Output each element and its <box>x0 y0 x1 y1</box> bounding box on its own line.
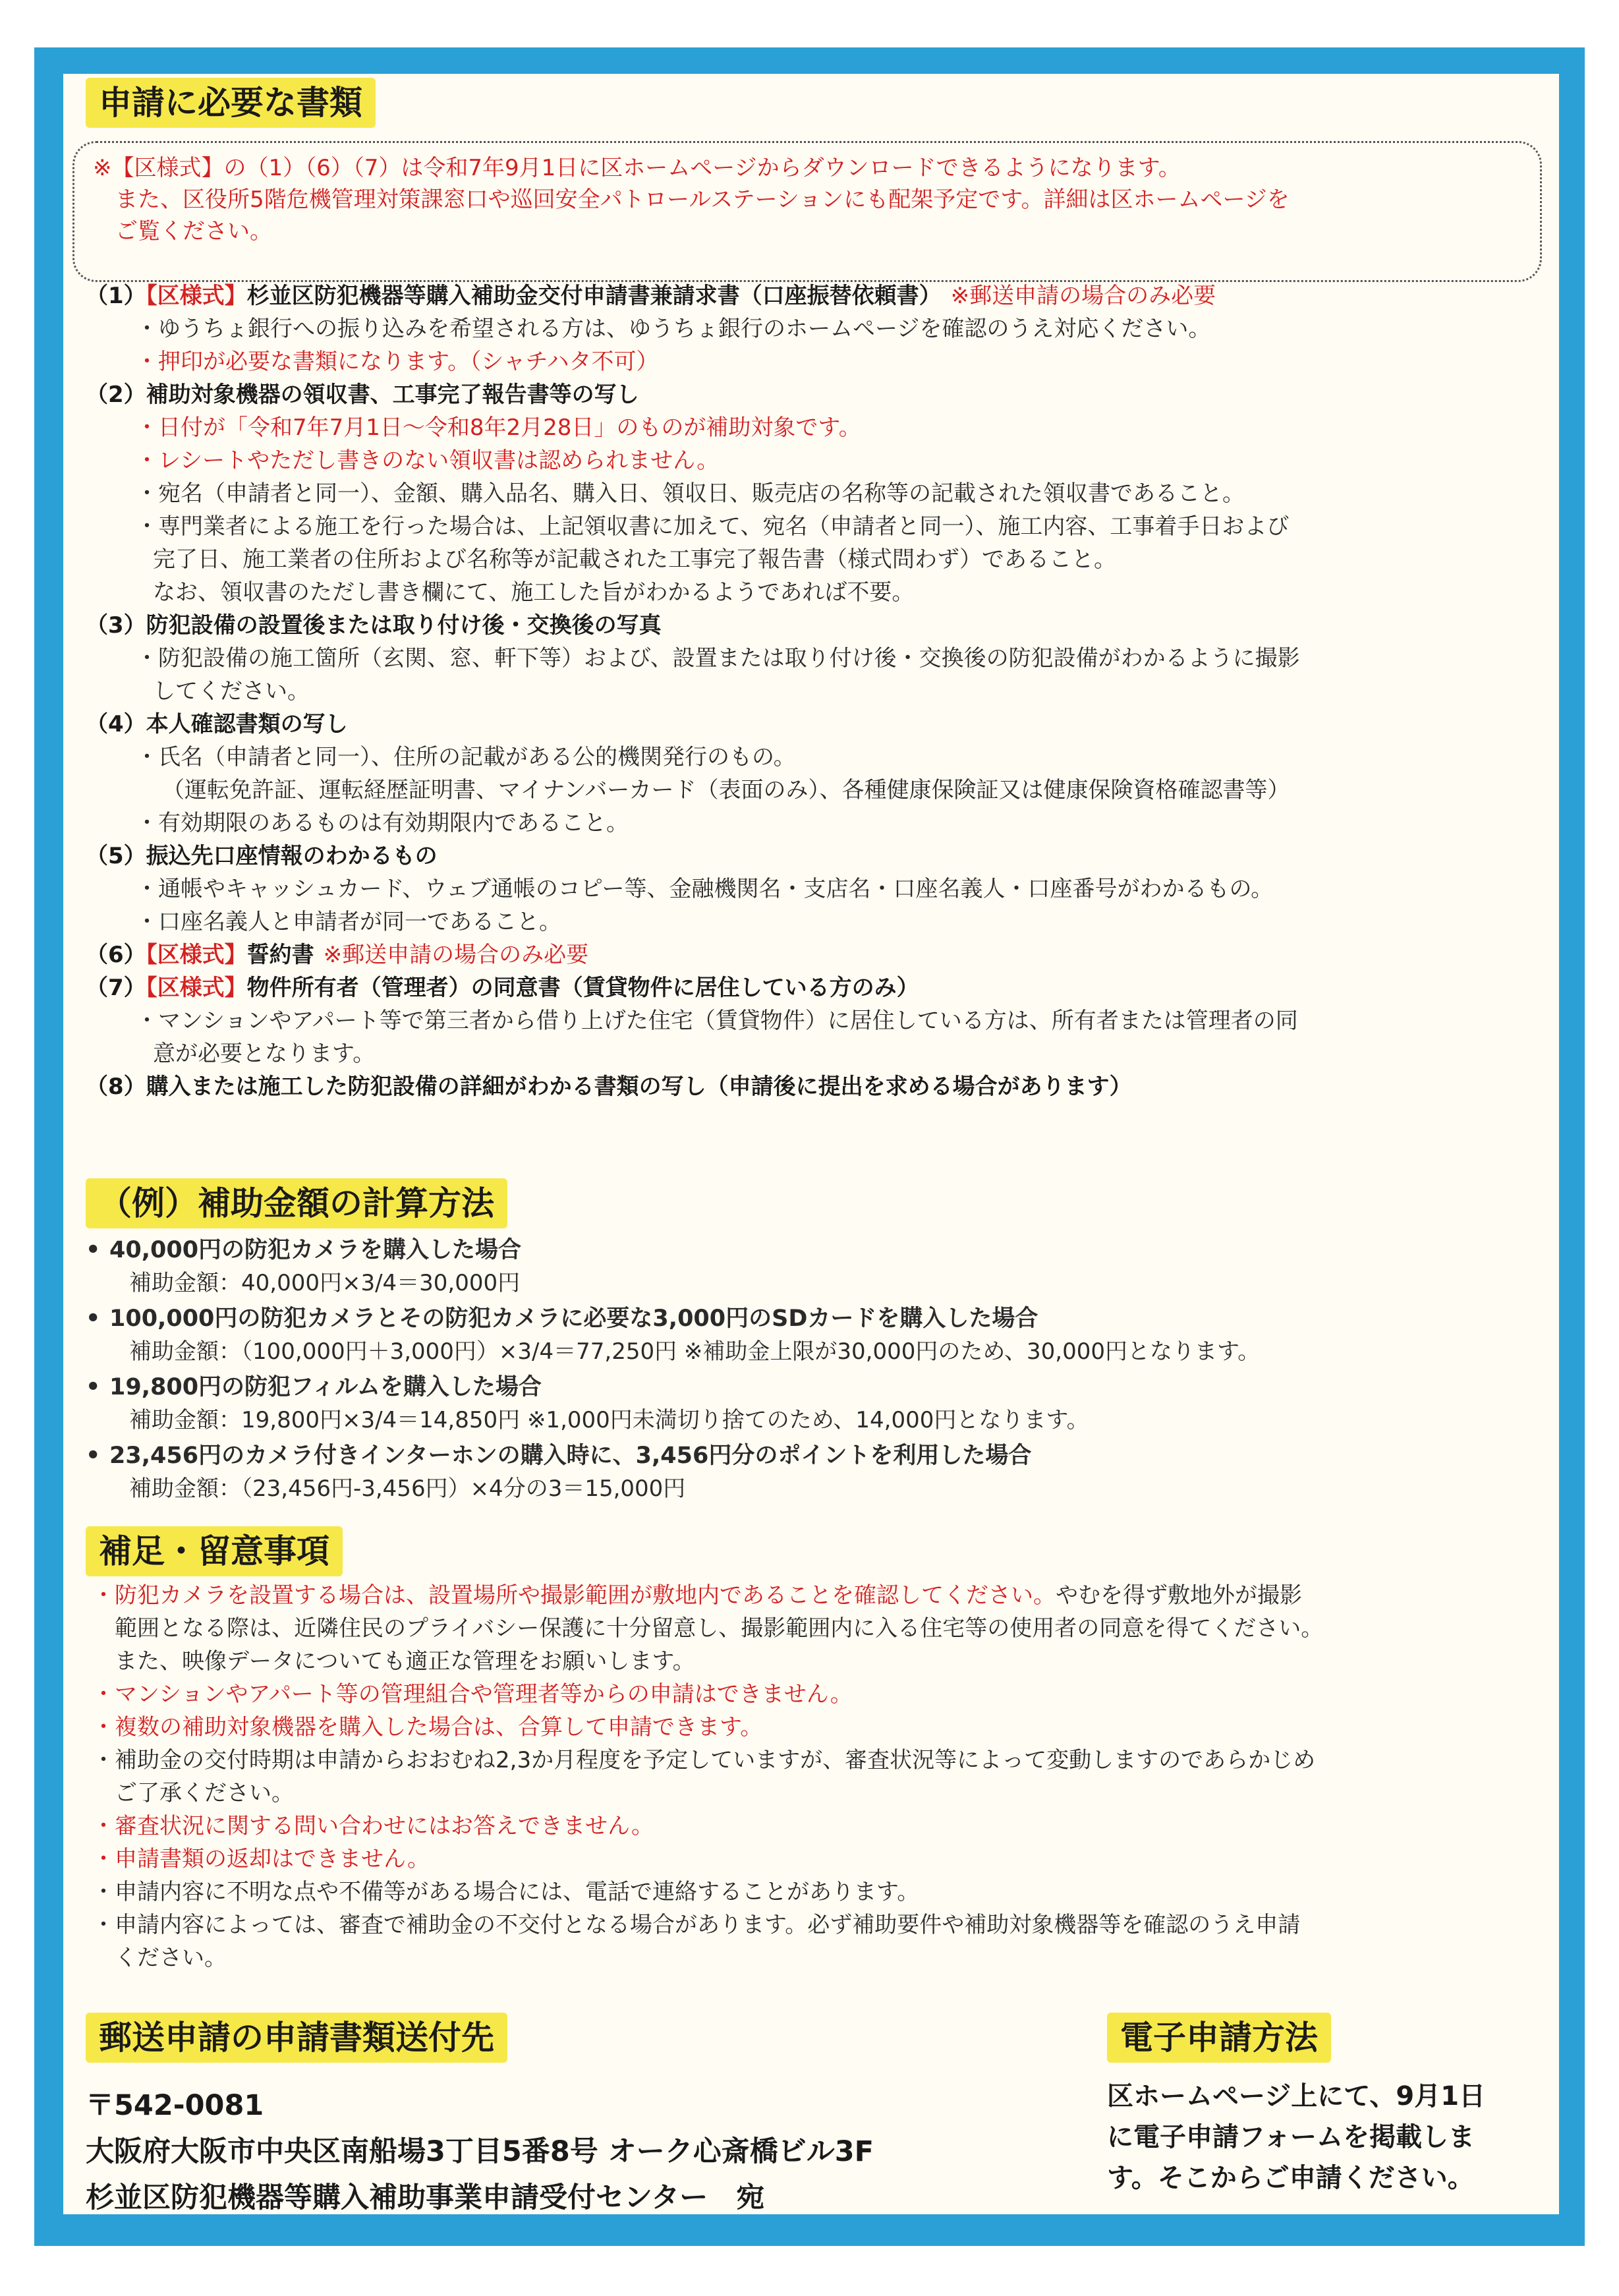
item-title: 物件所有者（管理者）の同意書（賃貸物件に居住している方のみ） <box>246 975 919 1001</box>
document-item-heading <box>86 1070 1548 1103</box>
document-item-detail: 完了日、施工業者の住所および名称等が記載された工事完了報告書（様式問わず）であること。 <box>153 546 1116 573</box>
document-item-detail: （運転免許証、運転経歴証明書、マイナンバーカード（表面のみ）、各種健康保険証又は健康保険資格確認書等） <box>162 777 1290 803</box>
item-number: （6） <box>86 942 146 968</box>
note-segment: ・マンションやアパート等の管理組合や管理者等からの申請はできません。 <box>92 1681 853 1708</box>
notice-box <box>72 141 1542 282</box>
item-number: （2）補助対象機器の領収書、工事完了報告書等の写し <box>86 382 639 408</box>
note-line <box>92 1876 1555 1909</box>
online-line: に電子申請フォームを掲載しま <box>1107 2122 1475 2152</box>
online-section-title: 電子申請方法 <box>1107 2013 1331 2063</box>
notice-line: また、区役所5階危機管理対策課窓口や巡回安全パトロールステーションにも配架予定です。詳細は区ホームページを <box>115 187 1290 213</box>
document-item-heading <box>86 609 1548 642</box>
document-item-detail: ・日付が「令和7年7月1日～令和8年2月28日」のものが補助対象です。 <box>136 415 861 441</box>
note-segment: ・申請内容によっては、審査で補助金の不交付となる場合があります。必ず補助要件や補助対象機器等を確認のうえ申請 <box>92 1912 1301 1938</box>
item-title: 杉並区防犯機器等購入補助金交付申請書兼請求書（口座振替依頼書） <box>246 283 942 309</box>
online-info <box>1107 2076 1542 2198</box>
calc-example-result: 補助金額：（23,456円-3,456円）×4分の3＝15,000円 <box>129 1476 686 1502</box>
mail-recipient: 杉並区防犯機器等購入補助事業申請受付センター 宛 <box>86 2181 765 2214</box>
item-number: （4）本人確認書類の写し <box>86 711 348 737</box>
postal-code: 〒542-0081 <box>86 2089 264 2122</box>
document-item-detail: ・宛名（申請者と同一）、金額、購入品名、購入日、領収日、販売店の名称等の記載された領収書であること。 <box>136 480 1245 507</box>
document-item-heading <box>86 708 1548 741</box>
note-line <box>92 1744 1555 1777</box>
calc-examples <box>86 1234 1548 1508</box>
calc-section-title: （例）補助金額の計算方法 <box>86 1178 507 1228</box>
note-segment: ・防犯カメラを設置する場合は、設置場所や撮影範囲が敷地内であることを確認してください。 <box>92 1582 1056 1609</box>
note-segment: ・補助金の交付時期は申請からおおむね2,3か月程度を予定していますが、審査状況等によって変動しますのであらかじめ <box>92 1747 1316 1773</box>
bullet-icon: • <box>86 1306 101 1332</box>
calc-example-text: 40,000円の防犯カメラを購入した場合 <box>109 1237 522 1263</box>
note-segment: ・申請内容に不明な点や不備等がある場合には、電話で連絡することがあります。 <box>92 1879 920 1905</box>
document-item-detail: ・防犯設備の施工箇所（玄関、窓、軒下等）および、設置または取り付け後・交換後の防犯設備がわかるように撮影 <box>136 645 1300 672</box>
document-item-detail: なお、領収書のただし書き欄にて、施工した旨がわかるようであれば不要。 <box>153 579 915 606</box>
note-segment: ご了承ください。 <box>115 1780 294 1806</box>
form-tag: 【区様式】 <box>146 283 247 309</box>
calc-example-result: 補助金額：（100,000円＋3,000円）×3/4＝77,250円 ※補助金上限が30,000円のため、30,000円となります。 <box>129 1338 1261 1365</box>
document-item-heading <box>86 840 1548 873</box>
item-number: （3）防犯設備の設置後または取り付け後・交換後の写真 <box>86 612 662 639</box>
mail-address-block <box>86 2082 874 2221</box>
document-item-heading <box>86 971 1548 1004</box>
mail-only-note: ※郵送申請の場合のみ必要 <box>950 283 1216 309</box>
bullet-icon: • <box>86 1443 101 1469</box>
notice-line: ※【区様式】の（1）（6）（7）は令和7年9月1日に区ホームページからダウンロードできるようになります。 <box>93 155 1181 181</box>
calc-example-text: 100,000円の防犯カメラとその防犯カメラに必要な3,000円のSDカードを購入した場合 <box>109 1306 1038 1332</box>
item-title: 誓約書 <box>246 942 314 968</box>
document-item-detail: してください。 <box>153 678 310 704</box>
note-line <box>92 1777 1555 1810</box>
item-number: （7） <box>86 975 146 1001</box>
note-line <box>92 1810 1555 1843</box>
notes-list <box>92 1579 1555 1974</box>
note-segment: また、映像データについても適正な管理をお願いします。 <box>115 1648 695 1675</box>
item-number: （1） <box>86 283 146 309</box>
document-item-detail: ・氏名（申請者と同一）、住所の記載がある公的機関発行のもの。 <box>136 744 796 770</box>
note-line <box>92 1941 1555 1974</box>
document-item-detail: ・専門業者による施工を行った場合は、上記領収書に加えて、宛名（申請者と同一）、施工内容、工事着手日および <box>136 513 1290 540</box>
note-line <box>92 1678 1555 1711</box>
note-line <box>92 1645 1555 1678</box>
note-segment: ください。 <box>115 1945 227 1971</box>
note-line <box>92 1909 1555 1941</box>
document-item-detail: ・押印が必要な書類になります。（シャチハタ不可） <box>136 349 659 375</box>
calc-example-result: 補助金額：19,800円×3/4＝14,850円 ※1,000円未満切り捨てのため、14,000円となります。 <box>129 1407 1089 1433</box>
note-line <box>92 1579 1555 1612</box>
notes-section-title: 補足・留意事項 <box>86 1526 343 1576</box>
form-tag: 【区様式】 <box>146 942 247 968</box>
calc-example-text: 23,456円のカメラ付きインターホンの購入時に、3,456円分のポイントを利用した場合 <box>109 1443 1032 1469</box>
document-item-heading <box>86 279 1548 312</box>
bullet-icon: • <box>86 1374 101 1400</box>
mail-only-note: ※郵送申請の場合のみ必要 <box>323 942 589 968</box>
note-line <box>92 1843 1555 1876</box>
notice-line: ご覧ください。 <box>115 218 272 244</box>
note-segment: ・申請書類の返却はできません。 <box>92 1846 430 1872</box>
item-number: （8）購入または施工した防犯設備の詳細がわかる書類の写し（申請後に提出を求める場合があります） <box>86 1074 1132 1100</box>
item-number: （5）振込先口座情報のわかるもの <box>86 843 438 869</box>
documents-list <box>86 279 1548 1103</box>
document-item-heading <box>86 938 1548 971</box>
mail-section-title: 郵送申請の申請書類送付先 <box>86 2013 507 2063</box>
calc-example-text: 19,800円の防犯フィルムを購入した場合 <box>109 1374 542 1400</box>
note-segment: やむを得ず敷地外が撮影 <box>1056 1582 1302 1609</box>
online-line: す。そこからご申請ください。 <box>1107 2163 1474 2193</box>
note-line <box>92 1711 1555 1744</box>
document-item-detail: ・マンションやアパート等で第三者から借り上げた住宅（賃貸物件）に居住している方は、所有者または管理者の同 <box>136 1008 1298 1034</box>
online-line: 区ホームページ上にて、9月1日 <box>1107 2081 1486 2111</box>
calc-example-result: 補助金額：40,000円×3/4＝30,000円 <box>129 1270 521 1296</box>
note-segment: 範囲となる際は、近隣住民のプライバシー保護に十分留意し、撮影範囲内に入る住宅等の使用者の同意を得てください。 <box>115 1615 1324 1642</box>
calc-example-title <box>86 1371 1548 1404</box>
note-segment: ・審査状況に関する問い合わせにはお答えできません。 <box>92 1813 654 1839</box>
document-item-detail: ・有効期限のあるものは有効期限内であること。 <box>136 810 629 836</box>
documents-section-title: 申請に必要な書類 <box>86 78 376 128</box>
document-item-detail: ・レシートやただし書きのない領収書は認められません。 <box>136 447 720 474</box>
document-item-detail: 意が必要となります。 <box>153 1041 376 1067</box>
document-item-detail: ・ゆうちょ銀行への振り込みを希望される方は、ゆうちょ銀行のホームページを確認のうえ対応ください。 <box>136 316 1211 342</box>
mail-address: 大阪府大阪市中央区南船場3丁目5番8号 オーク心斎橋ビル3F <box>86 2135 874 2168</box>
form-tag: 【区様式】 <box>146 975 247 1001</box>
calc-example-title <box>86 1234 1548 1267</box>
note-line <box>92 1612 1555 1645</box>
bullet-icon: • <box>86 1237 101 1263</box>
document-item-heading <box>86 378 1548 411</box>
note-segment: ・複数の補助対象機器を購入した場合は、合算して申請できます。 <box>92 1714 763 1740</box>
calc-example-title <box>86 1439 1548 1472</box>
document-item-detail: ・通帳やキャッシュカード、ウェブ通帳のコピー等、金融機関名・支店名・口座名義人・口座番号がわかるもの。 <box>136 876 1274 902</box>
document-item-detail: ・口座名義人と申請者が同一であること。 <box>136 909 561 935</box>
calc-example-title <box>86 1302 1548 1335</box>
